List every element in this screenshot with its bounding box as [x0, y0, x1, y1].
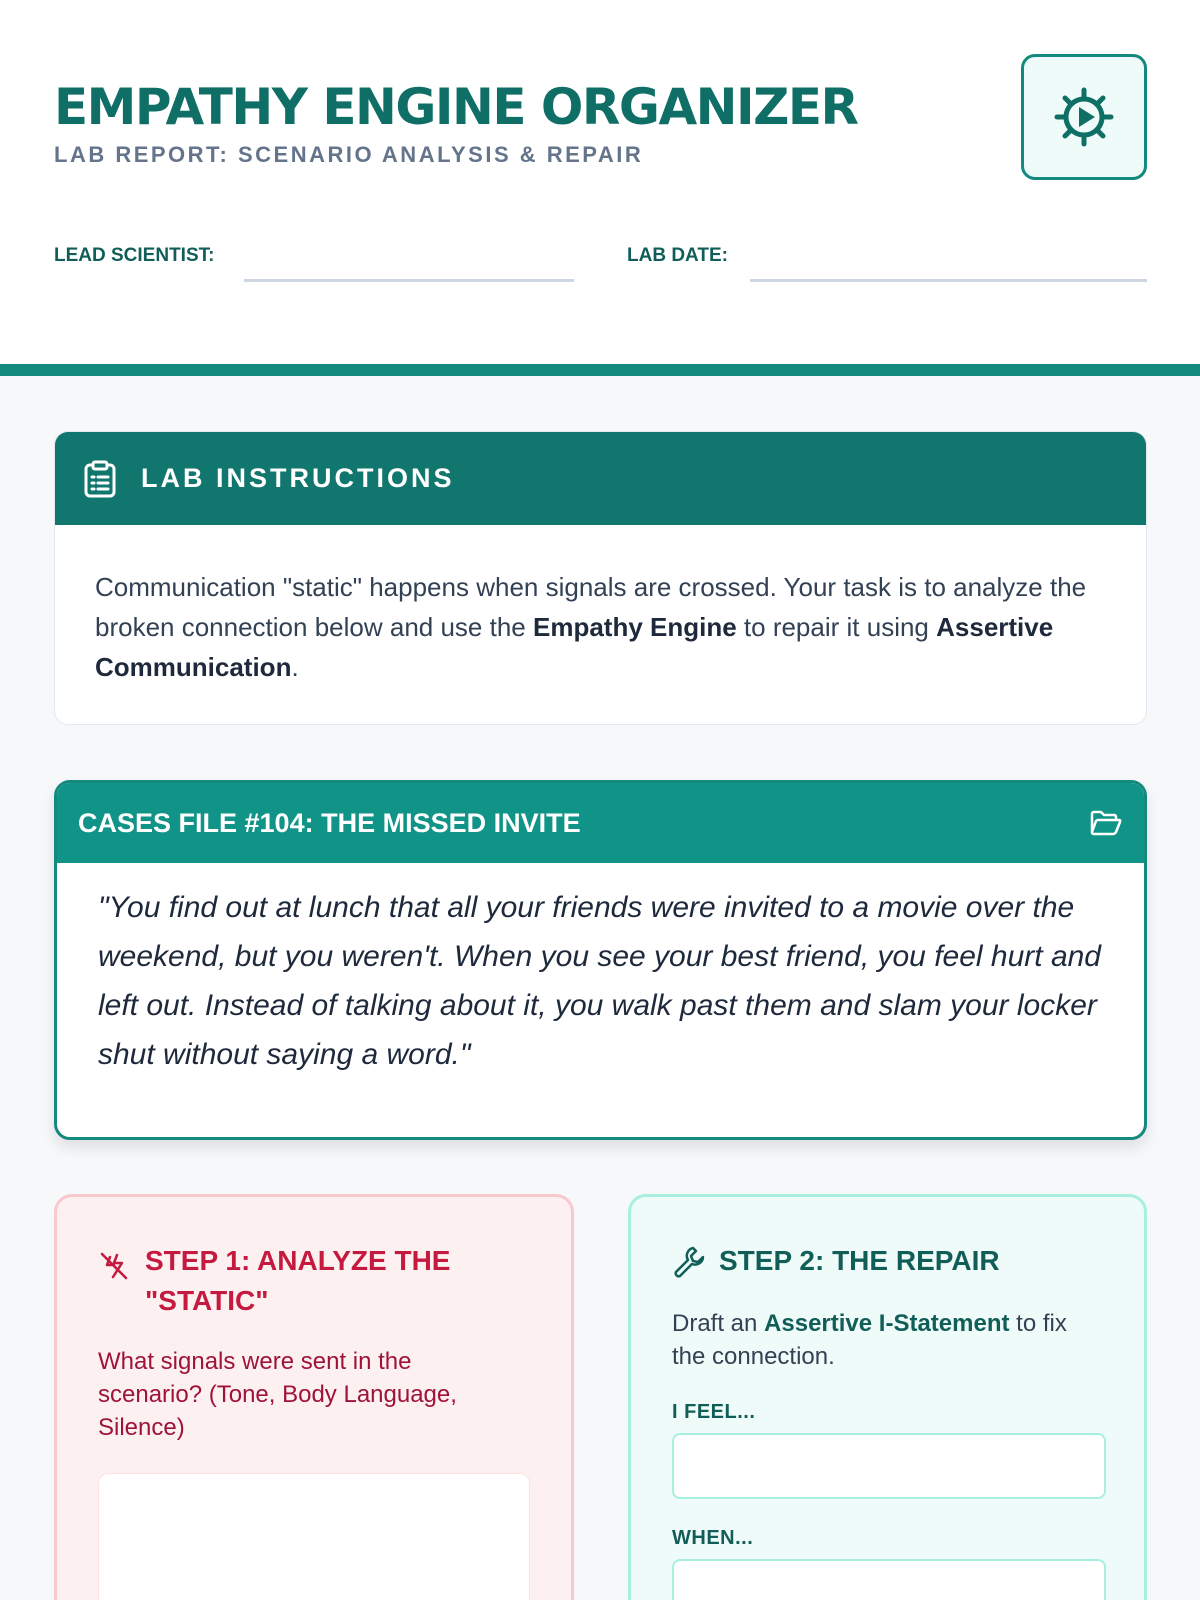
- step1-question: What signals were sent in the scenario? (Tone, Body Language, Silence): [98, 1348, 457, 1441]
- step2-description: Draft an Assertive I-Statement to fix the connection.: [672, 1310, 1067, 1370]
- page-subtitle: LAB REPORT: SCENARIO ANALYSIS & REPAIR: [54, 142, 644, 167]
- case-file-title: CASES FILE #104: THE MISSED INVITE: [78, 807, 581, 838]
- lab-date-label: LAB DATE:: [627, 245, 728, 266]
- lead-scientist-label: LEAD SCIENTIST:: [54, 245, 215, 266]
- case-file-header: [57, 783, 1144, 863]
- when-input[interactable]: [672, 1559, 1106, 1600]
- lab-instructions-card: [54, 431, 1147, 725]
- signal-off-icon: [97, 1249, 131, 1283]
- lab-instructions-text: Communication "static" happens when signals are crossed. Your task is to analyze the broken connection below and use the Empathy Engine to repair it using Assertive Communication.: [95, 572, 1087, 682]
- i-feel-input[interactable]: [672, 1433, 1106, 1499]
- case-file-card: [54, 780, 1147, 1140]
- page-title: EMPATHY ENGINE ORGANIZER: [54, 78, 858, 136]
- lab-instructions-header: [55, 432, 1146, 525]
- step2-title: STEP 2: THE REPAIR: [719, 1245, 1000, 1276]
- i-feel-label: I FEEL...: [672, 1401, 756, 1423]
- clipboard-icon: [83, 460, 117, 498]
- step1-title: STEP 1: ANALYZE THE "STATIC": [145, 1245, 451, 1316]
- step1-answer-box[interactable]: [98, 1473, 530, 1600]
- gear-badge: [1021, 54, 1147, 180]
- lead-scientist-field[interactable]: [244, 279, 574, 282]
- lab-date-field[interactable]: [750, 279, 1147, 282]
- wrench-icon: [671, 1244, 705, 1278]
- step1-header: [97, 1241, 475, 1321]
- i-statement-term: Assertive I-Statement: [764, 1310, 1010, 1337]
- report-header: [0, 0, 1200, 364]
- when-label: WHEN...: [672, 1527, 754, 1549]
- assertive-communication-term: Assertive Communication: [95, 612, 1054, 682]
- scenario-text: "You find out at lunch that all your friends were invited to a movie over the weekend, but you weren't. When you see your best friend, you feel hurt and left out. Instead of talking about it, you walk past them and slam your locker shut without saying a word.": [98, 891, 1101, 1071]
- lab-instructions-title: LAB INSTRUCTIONS: [141, 463, 455, 493]
- header-divider: [0, 364, 1200, 376]
- step1-card: [54, 1194, 574, 1600]
- gear-icon: [1052, 85, 1116, 149]
- step2-header: [671, 1241, 1000, 1281]
- step2-card: [628, 1194, 1147, 1600]
- empathy-engine-term: Empathy Engine: [532, 612, 737, 642]
- folder-open-icon: [1090, 810, 1122, 836]
